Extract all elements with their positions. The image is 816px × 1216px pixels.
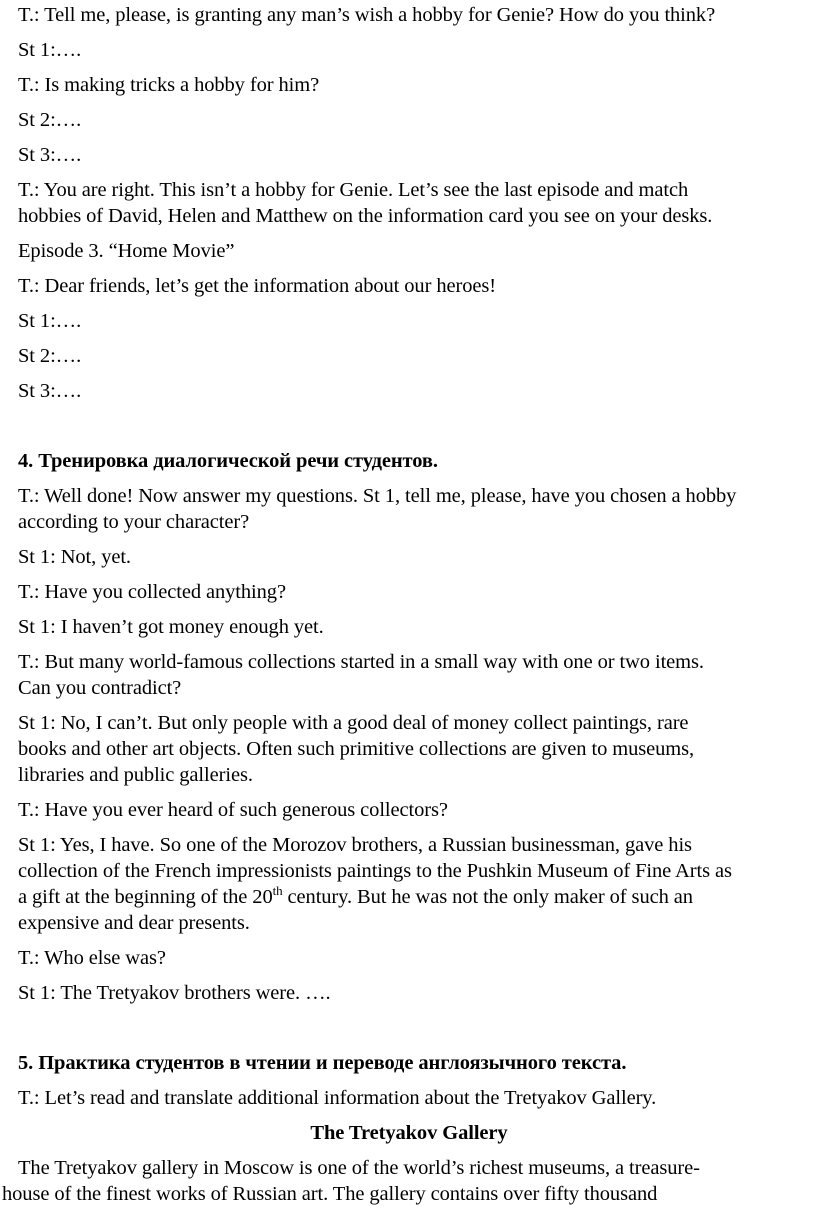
text-line: The Tretyakov Gallery <box>310 1122 508 1144</box>
document-page <box>2 2 816 1216</box>
paragraph <box>2 1155 816 1207</box>
text-line: according to your character? <box>18 511 250 533</box>
paragraph <box>18 797 816 823</box>
section-heading <box>18 1050 816 1076</box>
text-line: St 1: The Tretyakov brothers were. …. <box>18 982 331 1004</box>
paragraph <box>18 2 816 28</box>
paragraph <box>18 273 816 299</box>
paragraph <box>18 308 816 334</box>
paragraph <box>18 107 816 133</box>
text-line: T.: Let’s read and translate additional information about the Tretyakov Gallery. <box>18 1087 657 1109</box>
article-title <box>0 1120 816 1146</box>
text-line: St 1:…. <box>18 39 82 61</box>
text-line: St 1: Yes, I have. So one of the Morozov brothers, a Russian businessman, gave his <box>18 834 692 856</box>
text-line: T.: You are right. This isn’t a hobby for Genie. Let’s see the last episode and match <box>18 179 689 201</box>
text-line: T.: Tell me, please, is granting any man’s wish a hobby for Genie? How do you think? <box>18 4 716 26</box>
paragraph <box>18 483 816 535</box>
paragraph <box>18 710 816 788</box>
text-line: St 3:…. <box>18 144 82 166</box>
text-line: 4. Тренировка диалогической речи студентов. <box>18 450 438 472</box>
text-line: T.: Have you collected anything? <box>18 581 286 603</box>
text-line: St 1:…. <box>18 310 82 332</box>
text-line: T.: Who else was? <box>18 947 166 969</box>
superscript: th <box>272 883 283 898</box>
text-line: Episode 3. “Home Movie” <box>18 240 235 262</box>
text-line: St 2:…. <box>18 345 82 367</box>
paragraph <box>18 72 816 98</box>
text-line: 5. Практика студентов в чтении и переводе англоязычного текста. <box>18 1052 627 1074</box>
text-line: St 1: No, I can’t. But only people with a good deal of money collect paintings, rare <box>18 712 689 734</box>
blank-line <box>18 413 816 439</box>
paragraph <box>18 1085 816 1111</box>
text-line: T.: Have you ever heard of such generous collectors? <box>18 799 448 821</box>
paragraph <box>18 238 816 264</box>
paragraph <box>18 980 816 1006</box>
text-line: The Tretyakov gallery in Moscow is one of the world’s richest museums, a treasure- <box>18 1157 700 1179</box>
text-line: libraries and public galleries. <box>18 764 253 786</box>
text-line: T.: But many world-famous collections started in a small way with one or two items. <box>18 651 704 673</box>
paragraph <box>18 378 816 404</box>
text-line: St 1: Not, yet. <box>18 546 131 568</box>
paragraph <box>18 579 816 605</box>
paragraph <box>18 945 816 971</box>
paragraph <box>18 37 816 63</box>
text-line: T.: Dear friends, let’s get the information about our heroes! <box>18 275 496 297</box>
text-line <box>18 884 816 910</box>
text-line: T.: Is making tricks a hobby for him? <box>18 74 320 96</box>
paragraph <box>18 142 816 168</box>
paragraph <box>18 343 816 369</box>
paragraph <box>18 832 816 936</box>
text-line: collection of the French impressionists paintings to the Pushkin Museum of Fine Arts as <box>18 860 732 882</box>
paragraph <box>18 614 816 640</box>
text-segment: century. But he was not the only maker of such an <box>282 886 693 908</box>
text-line: St 1: I haven’t got money enough yet. <box>18 616 324 638</box>
text-line: hobbies of David, Helen and Matthew on the information card you see on your desks. <box>18 205 713 227</box>
text-line: expensive and dear presents. <box>18 912 250 934</box>
text-line: St 3:…. <box>18 380 82 402</box>
paragraph <box>18 649 816 701</box>
section-heading <box>18 448 816 474</box>
text-line: Can you contradict? <box>18 677 182 699</box>
paragraph <box>18 544 816 570</box>
text-line: T.: Well done! Now answer my questions. St 1, tell me, please, have you chosen a hobby <box>18 485 737 507</box>
text-line: books and other art objects. Often such primitive collections are given to museums, <box>18 738 695 760</box>
paragraph <box>18 177 816 229</box>
text-line: house of the finest works of Russian art. The gallery contains over fifty thousand <box>2 1183 658 1205</box>
text-segment: a gift at the beginning of the 20 <box>18 886 273 908</box>
text-line: St 2:…. <box>18 109 82 131</box>
blank-line <box>18 1015 816 1041</box>
